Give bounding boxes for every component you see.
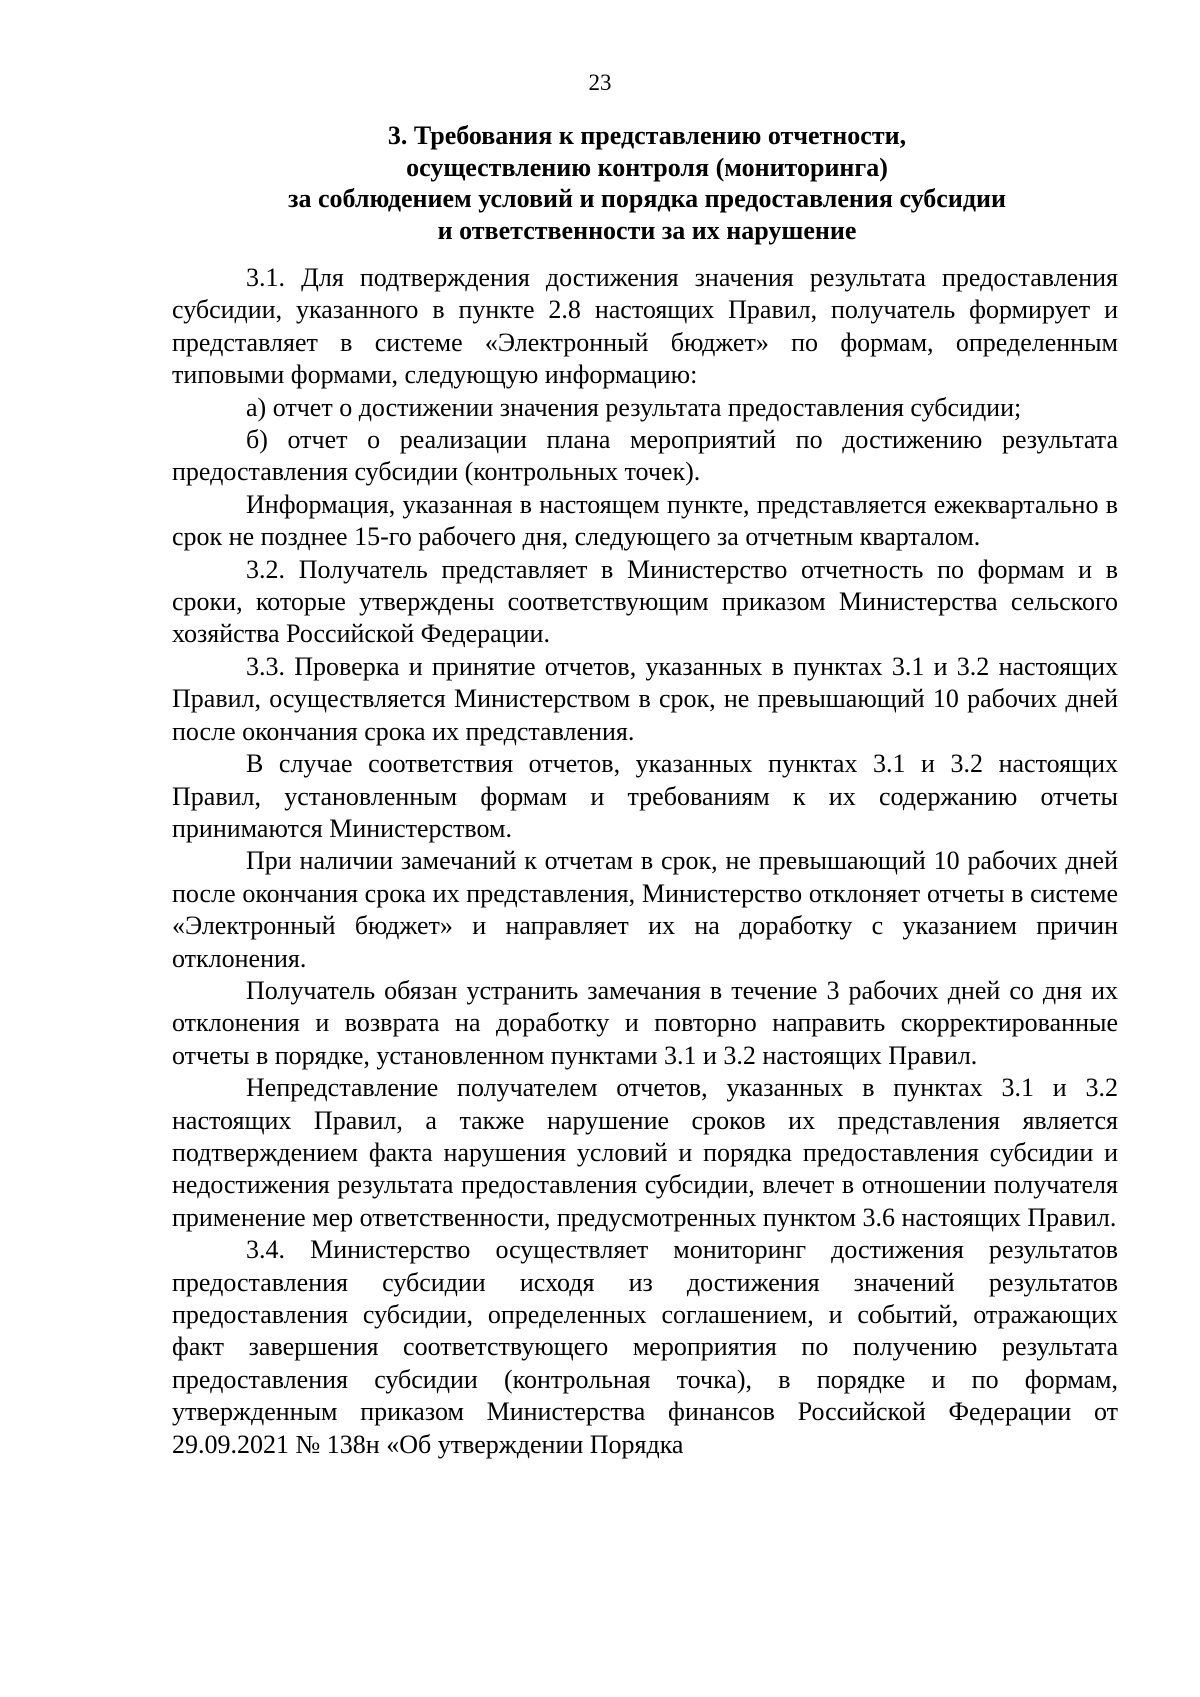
heading-line: за соблюдением условий и порядка предоставления субсидии: [288, 184, 1006, 213]
heading-line: и ответственности за их нарушение: [437, 215, 857, 245]
paragraph-3-4: 3.4. Министерство осуществляет мониторинг достижения результатов предоставления субсидии исходя из достижения значений результатов предоставления субсидии, определенных соглашением, и событий, отражающих факт завершения соответствующего мероприятия по получению результата предоставления субсидии (контрольная точка), в порядке и по формам, утвержденным приказом Министерства финансов Российской Федерации от 29.09.2021 № 138н «Об утверждении Порядка: [172, 1235, 1118, 1459]
heading-line: 3. Требования к представлению отчетности,: [387, 121, 907, 150]
heading-line: осуществлению контроля (мониторинга): [406, 152, 888, 182]
paragraph-3-1: 3.1. Для подтверждения достижения значения результата предоставления субсидии, указанного в пункте 2.8 настоящих Правил, получатель формирует и представляет в системе «Электронный бюджет» по формам, определенным типовыми формами, следующую информацию:: [172, 263, 1118, 390]
paragraph: Непредставление получателем отчетов, указанных в пунктах 3.1 и 3.2 настоящих Правил, а также нарушение сроков их представления является подтверждением факта нарушения условий и порядка предоставления субсидии и недостижения результата предоставления субсидии, влечет в отношении получателя применение мер ответственности, предусмотренных пунктом 3.6 настоящих Правил.: [172, 1073, 1118, 1232]
paragraph-3-2: 3.2. Получатель представляет в Министерство отчетность по формам и в сроки, которые утверждены соответствующим приказом Министерства сельского хозяйства Российской Федерации.: [172, 554, 1118, 649]
paragraph: При наличии замечаний к отчетам в срок, не превышающий 10 рабочих дней после окончания срока их представления, Министерство отклоняет отчеты в системе «Электронный бюджет» и направляет их на доработку с указанием причин отклонения.: [172, 846, 1118, 973]
paragraph-item-a: а) отчет о достижении значения результата предоставления субсидии;: [246, 392, 1022, 422]
page-number: 23: [588, 70, 612, 95]
section-heading: [172, 120, 1122, 246]
paragraph: В случае соответствия отчетов, указанных пунктах 3.1 и 3.2 настоящих Правил, установленным формам и требованиям к их содержанию отчеты принимаются Министерством.: [172, 749, 1118, 843]
paragraph-3-3: 3.3. Проверка и принятие отчетов, указанных в пунктах 3.1 и 3.2 настоящих Правил, осуществляется Министерством в срок, не превышающий 10 рабочих дней после окончания срока их представления.: [172, 651, 1118, 746]
document-body: [172, 262, 1118, 1461]
paragraph: Получатель обязан устранить замечания в течение 3 рабочих дней со дня их отклонения и возврата на доработку и повторно направить скорректированные отчеты в порядке, установленном пунктами 3.1 и 3.2 настоящих Правил.: [172, 975, 1118, 1070]
paragraph: Информация, указанная в настоящем пункте, представляется ежеквартально в срок не позднее 15-го рабочего дня, следующего за отчетным кварталом.: [172, 489, 1118, 552]
paragraph-item-b: б) отчет о реализации плана мероприятий по достижению результата предоставления субсидии (контрольных точек).: [172, 425, 1118, 487]
